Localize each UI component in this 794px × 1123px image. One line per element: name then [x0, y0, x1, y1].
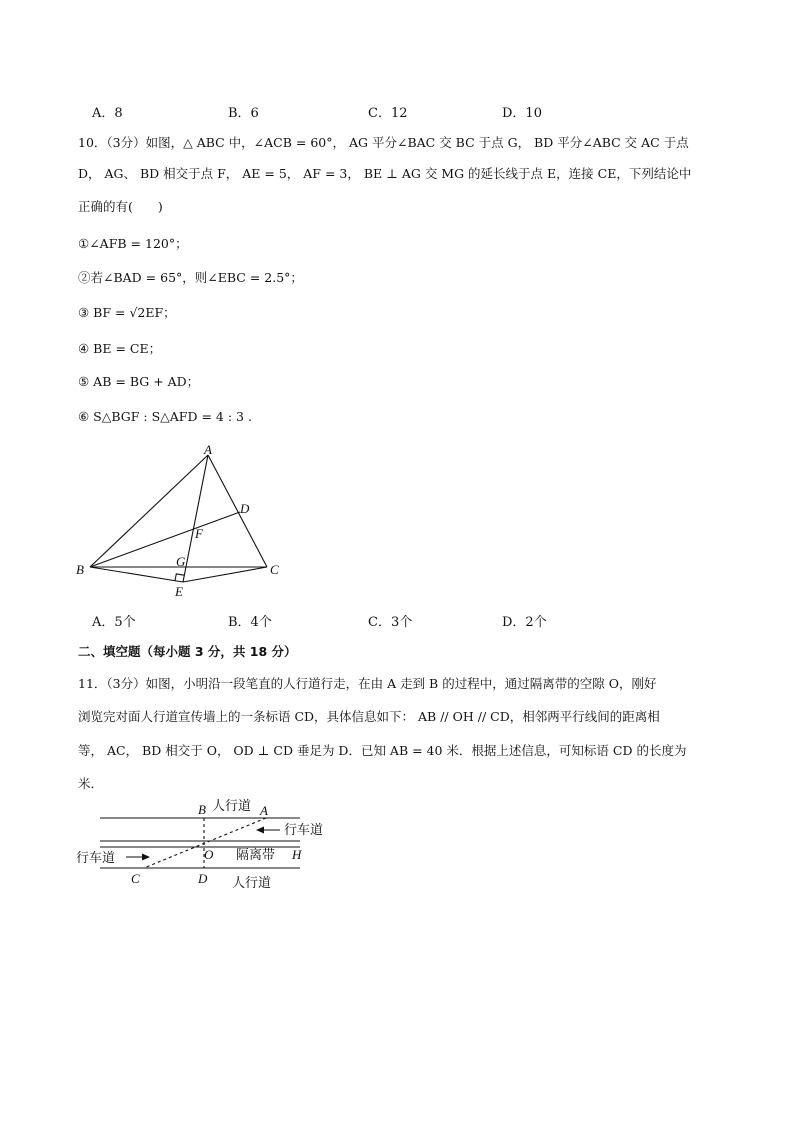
arrow-right-icon — [142, 854, 150, 861]
label-c: C — [131, 871, 140, 886]
q9-option-d: D．10 — [502, 106, 542, 121]
segment-ae — [183, 455, 208, 582]
q11-stem-line3: 等， AC， BD 相交于 O， OD ⊥ CD 垂足为 D．已知 AB = 40 米．根据上述信息，可知标语 CD 的长度为 — [78, 743, 687, 758]
q10-stem-line1: 10．（3分）如图，△ ABC 中，∠ACB = 60°， AG 平分∠BAC 交 BC 于点 G， BD 平分∠ABC 交 AC 于点 — [78, 135, 689, 150]
right-angle-mark — [175, 574, 184, 581]
label-lane-right: 行车道 — [284, 822, 324, 837]
label-e: E — [175, 584, 183, 599]
q10-statement-3: ③ BF = √2EF； — [78, 305, 176, 320]
q9-option-b: B．6 — [228, 106, 259, 121]
q11-stem-line4: 米． — [78, 776, 104, 791]
q9-option-c: C．12 — [368, 106, 408, 121]
q10-statement-6: ⑥ S△BGF : S△AFD = 4 : 3 . — [78, 409, 252, 424]
label-sidewalk-bottom: 人行道 — [232, 875, 272, 890]
q10-option-d: D．2个 — [502, 615, 547, 630]
segment-bd — [90, 512, 240, 567]
q10-statement-2: ②若∠BAD = 65°，则∠EBC = 2.5°； — [78, 270, 303, 285]
q10-stem-line3: 正确的有( ) — [78, 199, 163, 214]
arrow-left-icon — [256, 827, 264, 834]
segment-ce — [183, 567, 267, 582]
label-c: C — [270, 562, 279, 577]
label-a: A — [260, 803, 268, 818]
label-d: D — [240, 501, 250, 516]
segment-ac — [208, 455, 267, 567]
q10-option-b: B．4个 — [228, 615, 272, 630]
label-median: 隔离带 — [236, 847, 276, 862]
q10-stem-line2: D， AG、 BD 相交于点 F， AE = 5， AF = 3， BE ⊥ AG 交 MG 的延长线于点 E，连接 CE，下列结论中 — [78, 166, 692, 181]
label-a: A — [204, 442, 212, 457]
q10-statement-5: ⑤ AB = BG + AD； — [78, 374, 200, 389]
q9-option-a: A．8 — [92, 106, 123, 121]
label-d: D — [198, 871, 208, 886]
q11-road-figure — [70, 798, 340, 898]
q11-stem-line1: 11．（3分）如图，小明沿一段笔直的人行道行走，在由 A 走到 B 的过程中，通过隔离带的空隙 O，刚好 — [78, 676, 657, 691]
q9-options — [92, 102, 692, 120]
q10-statement-4: ④ BE = CE； — [78, 341, 162, 356]
label-b: B — [198, 802, 206, 817]
label-h: H — [292, 847, 302, 862]
segment-ab — [90, 455, 208, 567]
label-lane-left: 行车道 — [76, 850, 116, 865]
label-sidewalk-top: 人行道 — [212, 798, 252, 813]
label-g: G — [176, 554, 186, 569]
section-heading-fill-in: 二、填空题（每小题 3 分，共 18 分） — [78, 644, 297, 659]
q10-triangle-figure — [70, 440, 300, 605]
q10-statement-1: ①∠AFB = 120°； — [78, 236, 188, 251]
label-f: F — [195, 526, 203, 541]
q10-option-a: A．5个 — [92, 615, 136, 630]
q10-option-c: C．3个 — [368, 615, 413, 630]
q11-stem-line2: 浏览完对面人行道宣传墙上的一条标语 CD，具体信息如下： AB // OH // CD，相邻两平行线间的距离相 — [78, 709, 660, 724]
label-o: O — [204, 847, 214, 862]
label-b: B — [76, 562, 84, 577]
q10-options — [92, 611, 692, 629]
segment-be — [90, 567, 183, 582]
